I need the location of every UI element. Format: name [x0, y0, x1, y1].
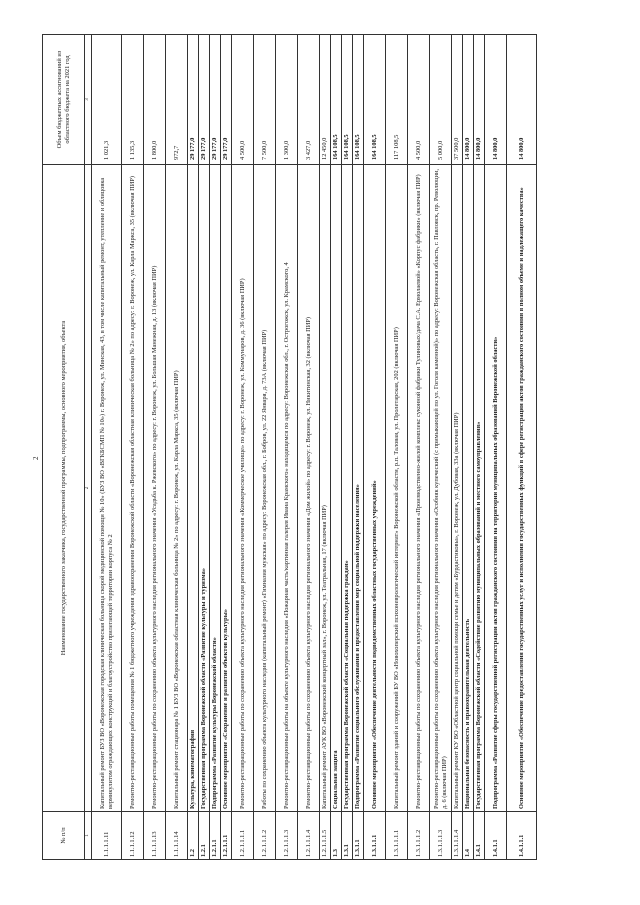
rotated-content — [32, 35, 560, 860]
row-number: 1.2.1 — [199, 812, 210, 860]
table-row — [342, 35, 353, 860]
table-row — [166, 35, 188, 860]
row-amount: 7 500,0 — [254, 35, 276, 165]
row-description: Ремонтно-реставрационные работы по сохранению объекта культурного наследия регионального значения «Дом жилой» по адресу: г. Воронеж, ул. Никитинская, 32 (включая ПИР) — [298, 165, 320, 812]
table-row — [122, 35, 144, 860]
index-cell: 1 — [85, 812, 92, 860]
row-number: 1.4.1.1 — [485, 812, 507, 860]
row-amount: 29 177,0 — [199, 35, 210, 165]
table-row — [298, 35, 320, 860]
row-number: 1.2.1.1.1.2 — [254, 812, 276, 860]
row-amount: 14 800,0 — [463, 35, 474, 165]
row-description: Основное мероприятие «Обеспечение предоставления государственных услуг и исполнения государственных функций в сфере регистрации актов гражданского состояния в полном объеме и надлежащего качества» — [507, 165, 537, 812]
row-number: 1.3.1.1.1 — [364, 812, 386, 860]
row-amount: 37 500,0 — [452, 35, 463, 165]
row-number: 1.2.1.1.1.1 — [232, 812, 254, 860]
row-description: Основное мероприятие «Обеспечение деятельности подведомственных областных государственных учреждений» — [364, 165, 386, 812]
table-row — [210, 35, 221, 860]
row-description: Ремонтно-реставрационные работы по сохранению объекта культурного наследия регионального значения «Особняк купеческий (с примыкающей по ул. Гоголя каменной)» по адресу: Воронежская область, г. Павловск, пр. Революции, д. 6 (включая ПИР) — [430, 165, 452, 812]
header-row — [43, 35, 85, 860]
table-row — [463, 35, 474, 860]
row-amount: 4 500,0 — [232, 35, 254, 165]
row-amount: 117 108,5 — [386, 35, 408, 165]
row-description: Подпрограмма «Развитие культуры Воронежской области» — [210, 165, 221, 812]
row-amount: 3 427,0 — [298, 35, 320, 165]
row-number: 1.4.1.1.1 — [507, 812, 537, 860]
table-row — [254, 35, 276, 860]
row-amount: 5 000,0 — [430, 35, 452, 165]
row-amount: 4 500,0 — [408, 35, 430, 165]
row-description: Ремонтно-реставрационные работы помещения № 1 бюджетного учреждения здравоохранения Воронежской области «Воронежская областная клиническая больница № 2» по адресу: г. Воронеж, ул. Карла Маркса, 35 (включая ПИР) — [122, 165, 144, 812]
row-amount: 1 135,3 — [122, 35, 144, 165]
row-number: 1.3.1 — [342, 812, 353, 860]
row-description: Ремонтно-реставрационные работы на объекте культурного наследия «Пожарная часть/картинная галерея Ивана Крамского» находящемся по адресу: Воронежская обл., г. Острогожск, ул. Крамского, 4 — [276, 165, 298, 812]
row-amount: 12 450,0 — [320, 35, 331, 165]
table-row — [364, 35, 386, 860]
page-number: 2 — [32, 456, 40, 460]
row-description: Ремонтно-реставрационные работы по сохранению объекта культурного наследия регионального значения «Коммерческое училище» по адресу: г. Воронеж, ул. Коммунаров, д. 36 (включая ПИР) — [232, 165, 254, 812]
row-description: Основное мероприятие «Сохранение и развитие объектов культуры» — [221, 165, 232, 812]
header-number: № п/п — [43, 812, 85, 860]
index-row — [85, 35, 92, 860]
row-number: 1.1.1.1.13 — [144, 812, 166, 860]
table-row — [507, 35, 537, 860]
header-amount: Объем бюджетных ассигнований из областного бюджета на 2021 год — [43, 35, 85, 165]
row-number: 1.2.1.1.1.4 — [298, 812, 320, 860]
row-number: 1.3.1.1 — [353, 812, 364, 860]
row-number: 1.1.1.1.11 — [92, 812, 122, 860]
row-amount: 1 800,0 — [144, 35, 166, 165]
row-description: Ремонтно-реставрационные работы по сохранению объекта культурного наследия регионального значения «Усадьба к. Ржевского» по адресу: г. Воронеж, ул. Большая Манежная, д. 13 (включая ПИР) — [144, 165, 166, 812]
row-description: Ремонтно-реставрационные работы по сохранению объекта культурного наследия регионального значения «Производственно-жилой комплекс суконной фабрики Тулиновых/дача С.А. Ермолаевой» «Корпус фабрики» (включая ПИР) — [408, 165, 430, 812]
row-amount: 164 108,5 — [342, 35, 353, 165]
table-row — [188, 35, 199, 860]
row-number: 1.2.1.1.1 — [221, 812, 232, 860]
row-amount: 1 021,3 — [92, 35, 122, 165]
row-number: 1.4.1 — [474, 812, 485, 860]
row-number: 1.3 — [331, 812, 342, 860]
row-description: Капитальный ремонт КУ ВО «Областной центр социальной помощи семье и детям «Бурдастиковы», г. Воронеж, ул. Дубовая, 33а (включая ПИР) — [452, 165, 463, 812]
table-row — [331, 35, 342, 860]
table-row — [276, 35, 298, 860]
row-amount: 164 108,5 — [331, 35, 342, 165]
header-name: Наименование государственного заказчика, государственной программы, подпрограммы, основного мероприятия, объекта — [43, 165, 85, 812]
row-amount: 14 800,0 — [485, 35, 507, 165]
table-row — [232, 35, 254, 860]
table-row — [353, 35, 364, 860]
row-number: 1.2.1.1.1.3 — [276, 812, 298, 860]
row-number: 1.3.1.1.1.1 — [386, 812, 408, 860]
budget-table — [42, 34, 537, 860]
table-row — [485, 35, 507, 860]
row-amount: 164 108,5 — [353, 35, 364, 165]
table-body — [92, 35, 537, 860]
row-number: 1.3.1.1.1.4 — [452, 812, 463, 860]
row-description: Капитальный ремонт АУК ВО «Воронежский концертный зал», г. Воронеж, ул. Театральная, 17 (включая ПИР) — [320, 165, 331, 812]
row-description: Капитальный ремонт БУЗ ВО «Воронежская городская клиническая больница скорой медицинской помощи № 10» (БУЗ ВО «ВГКБСМП № 10») г. Воронеж, ул. Минская, 43, в том числе капитальный ремонт, утепление и облицовка вермикулитом ограждающих конструкций и благоустройство прилегающей территории корпуса № 2 — [92, 165, 122, 812]
row-number: 1.3.1.1.1.3 — [430, 812, 452, 860]
row-description: Культура, кинематография — [188, 165, 199, 812]
table-row — [221, 35, 232, 860]
row-amount: 29 177,0 — [210, 35, 221, 165]
row-amount: 1 300,0 — [276, 35, 298, 165]
index-cell: 2 — [85, 165, 92, 812]
table-row — [92, 35, 122, 860]
table-row — [452, 35, 463, 860]
row-number: 1.2.1.1.1.5 — [320, 812, 331, 860]
row-description: Государственная программа Воронежской области «Развитие культуры и туризма» — [199, 165, 210, 812]
table-row — [199, 35, 210, 860]
row-number: 1.2.1.1 — [210, 812, 221, 860]
row-amount: 14 800,0 — [507, 35, 537, 165]
table-row — [408, 35, 430, 860]
row-description: Государственная программа Воронежской области «Содействие развитию муниципальных образований и местного самоуправления» — [474, 165, 485, 812]
table-row — [320, 35, 331, 860]
row-number: 1.2 — [188, 812, 199, 860]
row-number: 1.3.1.1.1.2 — [408, 812, 430, 860]
row-description: Социальная защита — [331, 165, 342, 812]
row-amount: 14 800,0 — [474, 35, 485, 165]
row-description: Подпрограмма «Развитие сферы государственной регистрации актов гражданского состояния на территории муниципальных образований Воронежской области» — [485, 165, 507, 812]
row-number: 1.1.1.1.14 — [166, 812, 188, 860]
table-row — [386, 35, 408, 860]
row-description: Подпрограмма «Развитие социального обслуживания и предоставления мер социальной поддержки населения» — [353, 165, 364, 812]
row-amount: 29 177,0 — [221, 35, 232, 165]
row-description: Национальная безопасность и правоохранительная деятельность — [463, 165, 474, 812]
row-description: Работы по сохранению объекта культурного наследия (капитальный ремонт) «Гимназия мужская» по адресу: Воронежская обл., г. Бобров, ул. 22 Января, д. 73А (включая ПИР) — [254, 165, 276, 812]
row-number: 1.1.1.1.12 — [122, 812, 144, 860]
row-description: Государственная программа Воронежской области «Социальная поддержка граждан» — [342, 165, 353, 812]
table-row — [430, 35, 452, 860]
row-description: Капитальный ремонт стационара № 1 БУЗ ВО «Воронежская областная клиническая больница № 2» по адресу: г. Воронеж, ул. Карла Маркса, 35 (включая ПИР) — [166, 165, 188, 812]
table-row — [474, 35, 485, 860]
row-amount: 164 108,5 — [364, 35, 386, 165]
row-description: Капитальный ремонт зданий и сооружений БУ ВО «Новохоперский психоневрологический интернат» Воронежской области, р.п. Таловая, ул. Пролетарская, 202 (включая ПИР) — [386, 165, 408, 812]
row-number: 1.4 — [463, 812, 474, 860]
row-amount: 29 177,0 — [188, 35, 199, 165]
table-row — [144, 35, 166, 860]
index-cell: 3 — [85, 35, 92, 165]
row-amount: 972,7 — [166, 35, 188, 165]
